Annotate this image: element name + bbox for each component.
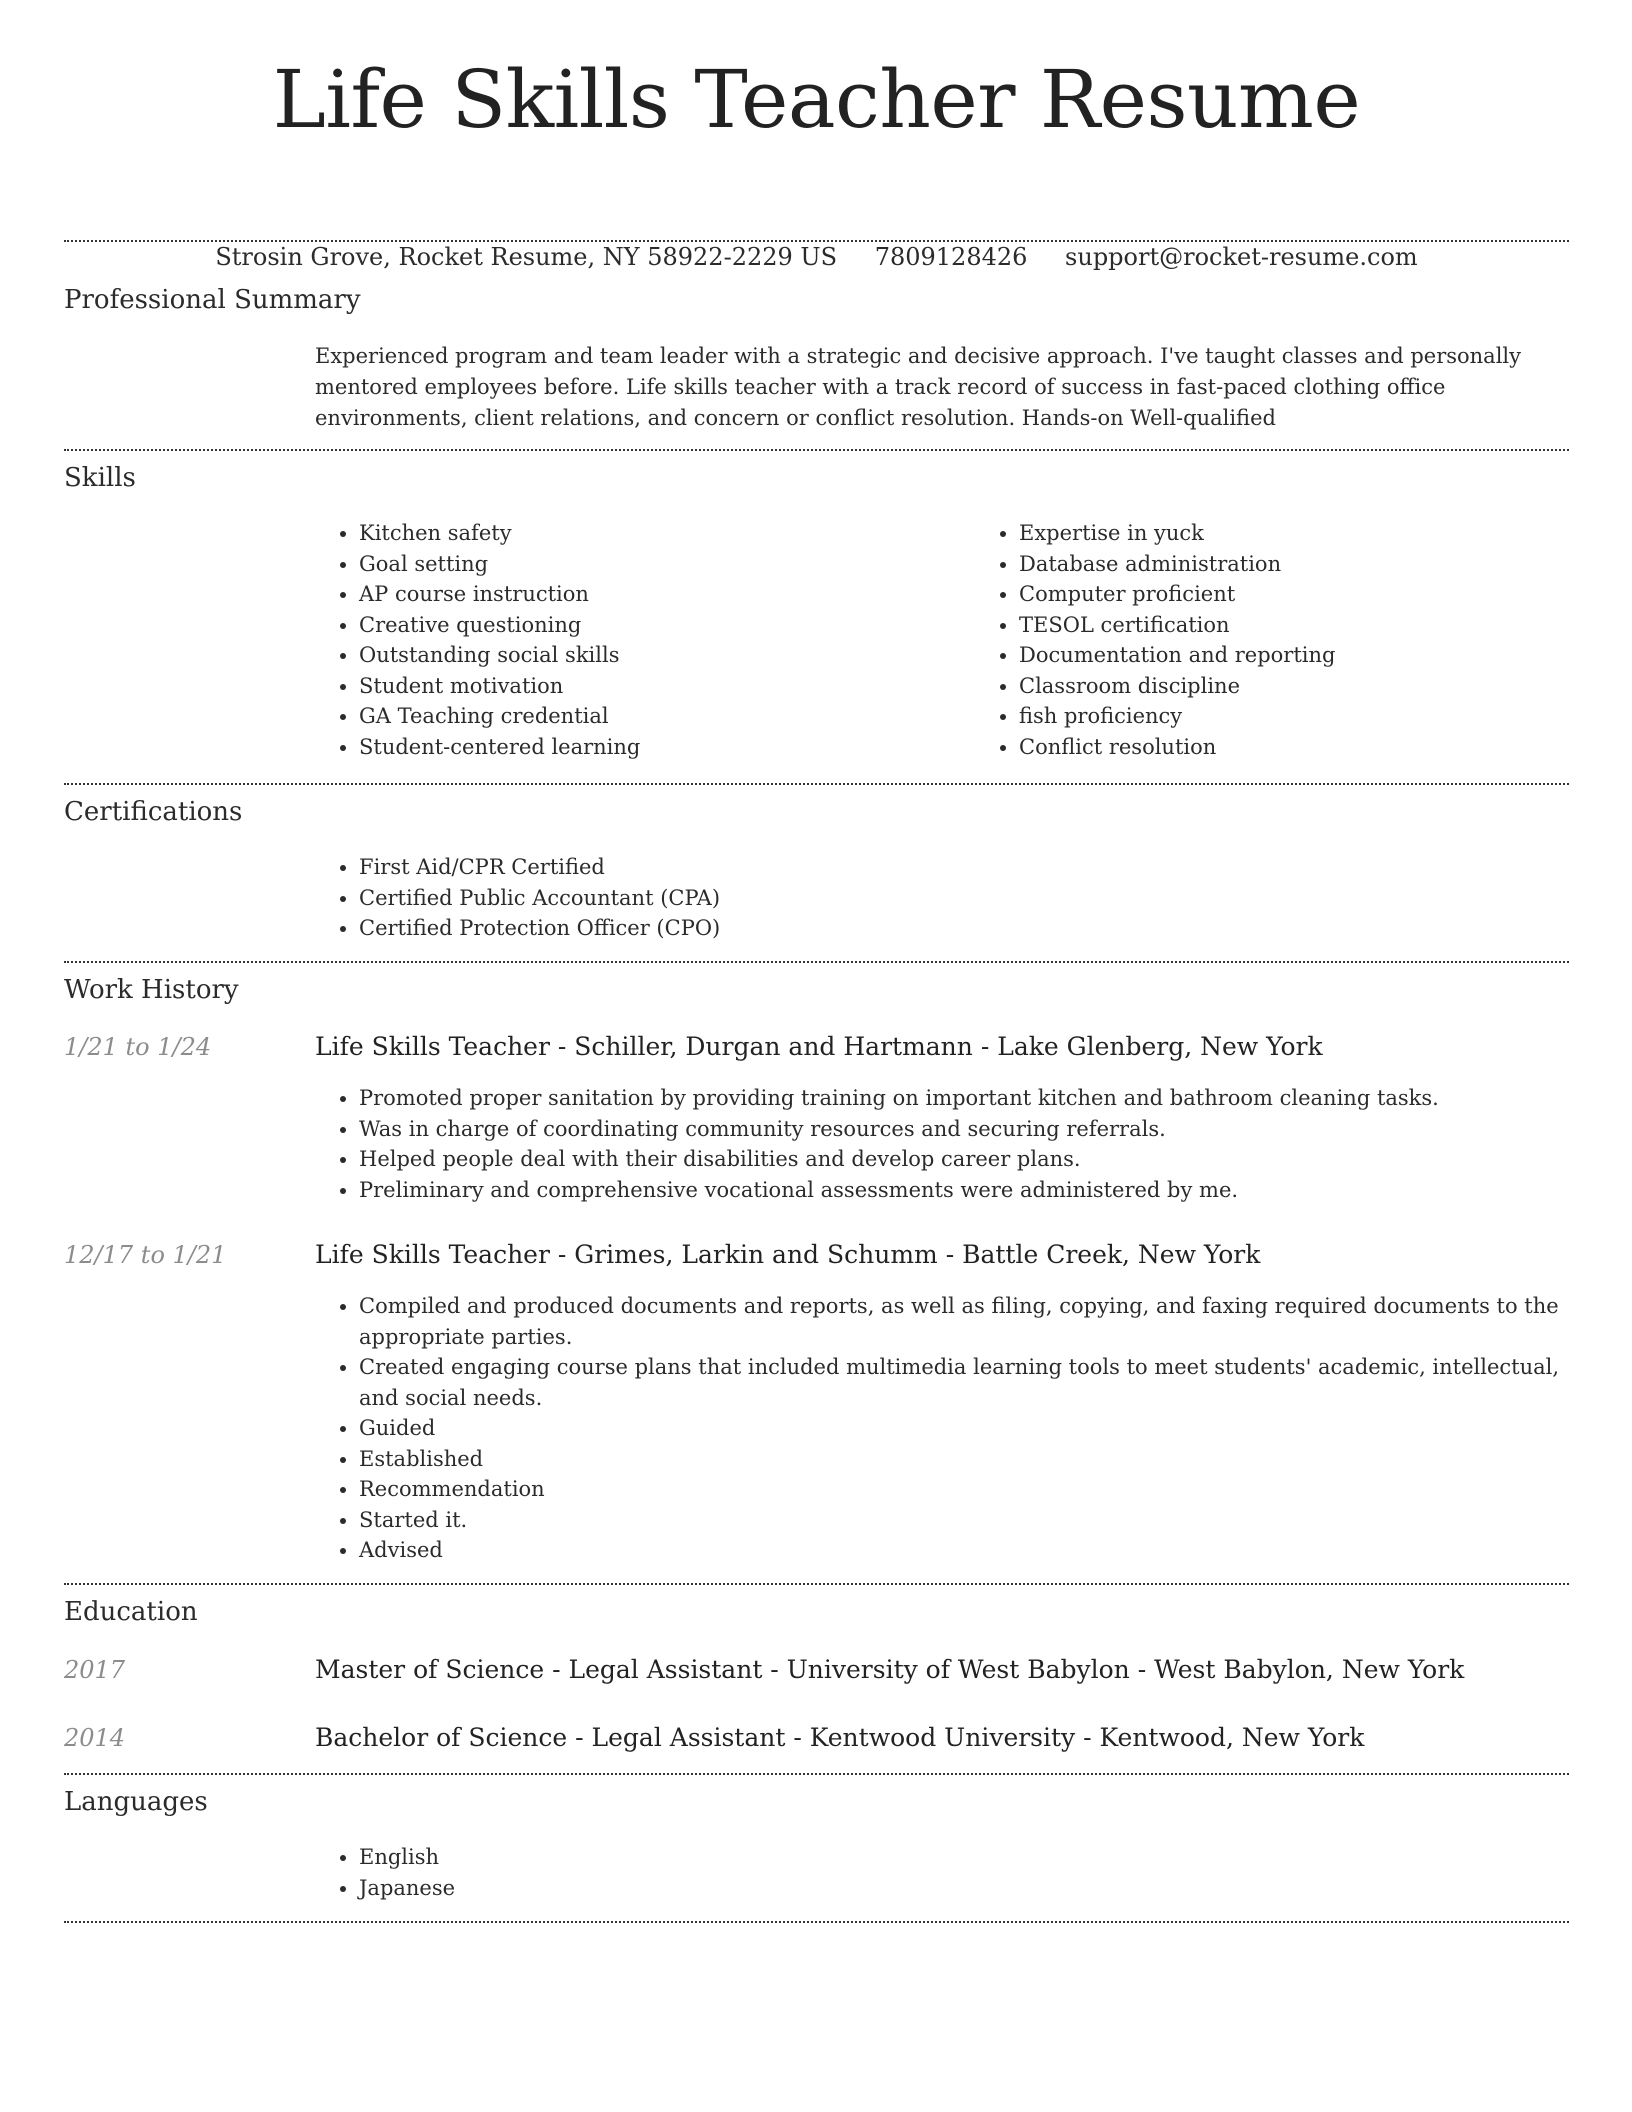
education-heading: Education — [64, 1597, 198, 1627]
job-bullet: • Helped people deal with their disabilities and develop career plans. — [359, 1144, 1569, 1175]
language-item: • Japanese — [359, 1873, 1569, 1904]
job-bullet: • Established — [359, 1444, 1569, 1475]
certification-item: • Certified Public Accountant (CPA) — [359, 883, 1569, 914]
certification-item: • First Aid/CPR Certified — [359, 852, 1569, 883]
skill-item: • Conflict resolution — [1019, 732, 1632, 763]
email-link[interactable]: support@rocket-resume.com — [1065, 243, 1418, 271]
job-bullet-list — [315, 1083, 1569, 1205]
skill-item: • TESOL certification — [1019, 610, 1632, 641]
phone-text: 7809128426 — [874, 243, 1028, 271]
job-bullet: • Guided — [359, 1413, 1569, 1444]
education-year: 2014 — [64, 1724, 126, 1752]
certifications-items — [315, 852, 1569, 944]
summary-text: Experienced program and team leader with a strategic and decisive approach. I've taught classes and personally mentored employees before. Life skills teacher with a track record of success in fast-paced clothing office environments, client relations, and concern or conflict resolution. Hands-on Well-qualified — [315, 344, 1522, 430]
skill-item: • Classroom discipline — [1019, 671, 1632, 702]
resume-page — [64, 0, 1569, 1900]
divider — [64, 449, 1569, 451]
job-bullet: • Created engaging course plans that included multimedia learning tools to meet students' academic, intellectual, and social needs. — [359, 1352, 1569, 1413]
skill-item: • Student motivation — [359, 671, 975, 702]
job-bullet: • Preliminary and comprehensive vocational assessments were administered by me. — [359, 1175, 1569, 1206]
skills-heading: Skills — [64, 463, 136, 493]
job-dates: 1/21 to 1/24 — [64, 1033, 212, 1061]
address-text: Strosin Grove, Rocket Resume, NY 58922-2229 US — [215, 243, 838, 271]
languages-items — [315, 1842, 1569, 1903]
job-bullet: • Promoted proper sanitation by providing training on important kitchen and bathroom cleaning tasks. — [359, 1083, 1569, 1114]
job-bullet: • Was in charge of coordinating community resources and securing referrals. — [359, 1114, 1569, 1145]
languages-heading: Languages — [64, 1787, 208, 1817]
contact-info — [64, 242, 1569, 272]
job-bullet: • Compiled and produced documents and reports, as well as filing, copying, and faxing required documents to the appropriate parties. — [359, 1291, 1569, 1352]
certification-item: • Certified Protection Officer (CPO) — [359, 913, 1569, 944]
divider — [64, 783, 1569, 785]
education-year: 2017 — [64, 1656, 126, 1684]
skill-item: • Student-centered learning — [359, 732, 975, 763]
job-bullet: • Recommendation — [359, 1474, 1569, 1505]
divider — [64, 961, 1569, 963]
certifications-list — [315, 852, 1569, 944]
skill-item: • GA Teaching credential — [359, 701, 975, 732]
skills-column-left — [315, 518, 975, 762]
divider — [64, 1773, 1569, 1775]
job-bullet-list — [315, 1291, 1569, 1566]
page-title: Life Skills Teacher Resume — [272, 53, 1361, 146]
skill-item: • Creative questioning — [359, 610, 975, 641]
divider — [64, 1921, 1569, 1923]
job-bullet: • Advised — [359, 1535, 1569, 1566]
skill-item: • Database administration — [1019, 549, 1632, 580]
skill-item: • Documentation and reporting — [1019, 640, 1632, 671]
skill-item: • Expertise in yuck — [1019, 518, 1632, 549]
job-title: Life Skills Teacher - Grimes, Larkin and Schumm - Battle Creek, New York — [315, 1240, 1261, 1269]
skill-item: • Goal setting — [359, 549, 975, 580]
job-bullets — [315, 1083, 1569, 1205]
skill-item: • Kitchen safety — [359, 518, 975, 549]
job-title: Life Skills Teacher - Schiller, Durgan and Hartmann - Lake Glenberg, New York — [315, 1032, 1323, 1061]
certifications-heading: Certifications — [64, 797, 243, 827]
skills-list — [315, 518, 1569, 762]
skills-column-right — [975, 518, 1632, 762]
job-bullets — [315, 1291, 1569, 1566]
job-dates: 12/17 to 1/21 — [64, 1241, 227, 1269]
divider — [64, 1583, 1569, 1585]
languages-list — [315, 1842, 1569, 1903]
skill-item: • Outstanding social skills — [359, 640, 975, 671]
skill-item: • AP course instruction — [359, 579, 975, 610]
education-degree: Master of Science - Legal Assistant - University of West Babylon - West Babylon, New York — [315, 1655, 1465, 1684]
education-degree: Bachelor of Science - Legal Assistant - Kentwood University - Kentwood, New York — [315, 1723, 1365, 1752]
skill-item: • Computer proficient — [1019, 579, 1632, 610]
language-item: • English — [359, 1842, 1569, 1873]
summary-heading: Professional Summary — [64, 285, 361, 315]
job-bullet: • Started it. — [359, 1505, 1569, 1536]
divider — [64, 240, 1569, 242]
work-heading: Work History — [64, 975, 239, 1005]
skill-item: • fish proficiency — [1019, 701, 1632, 732]
